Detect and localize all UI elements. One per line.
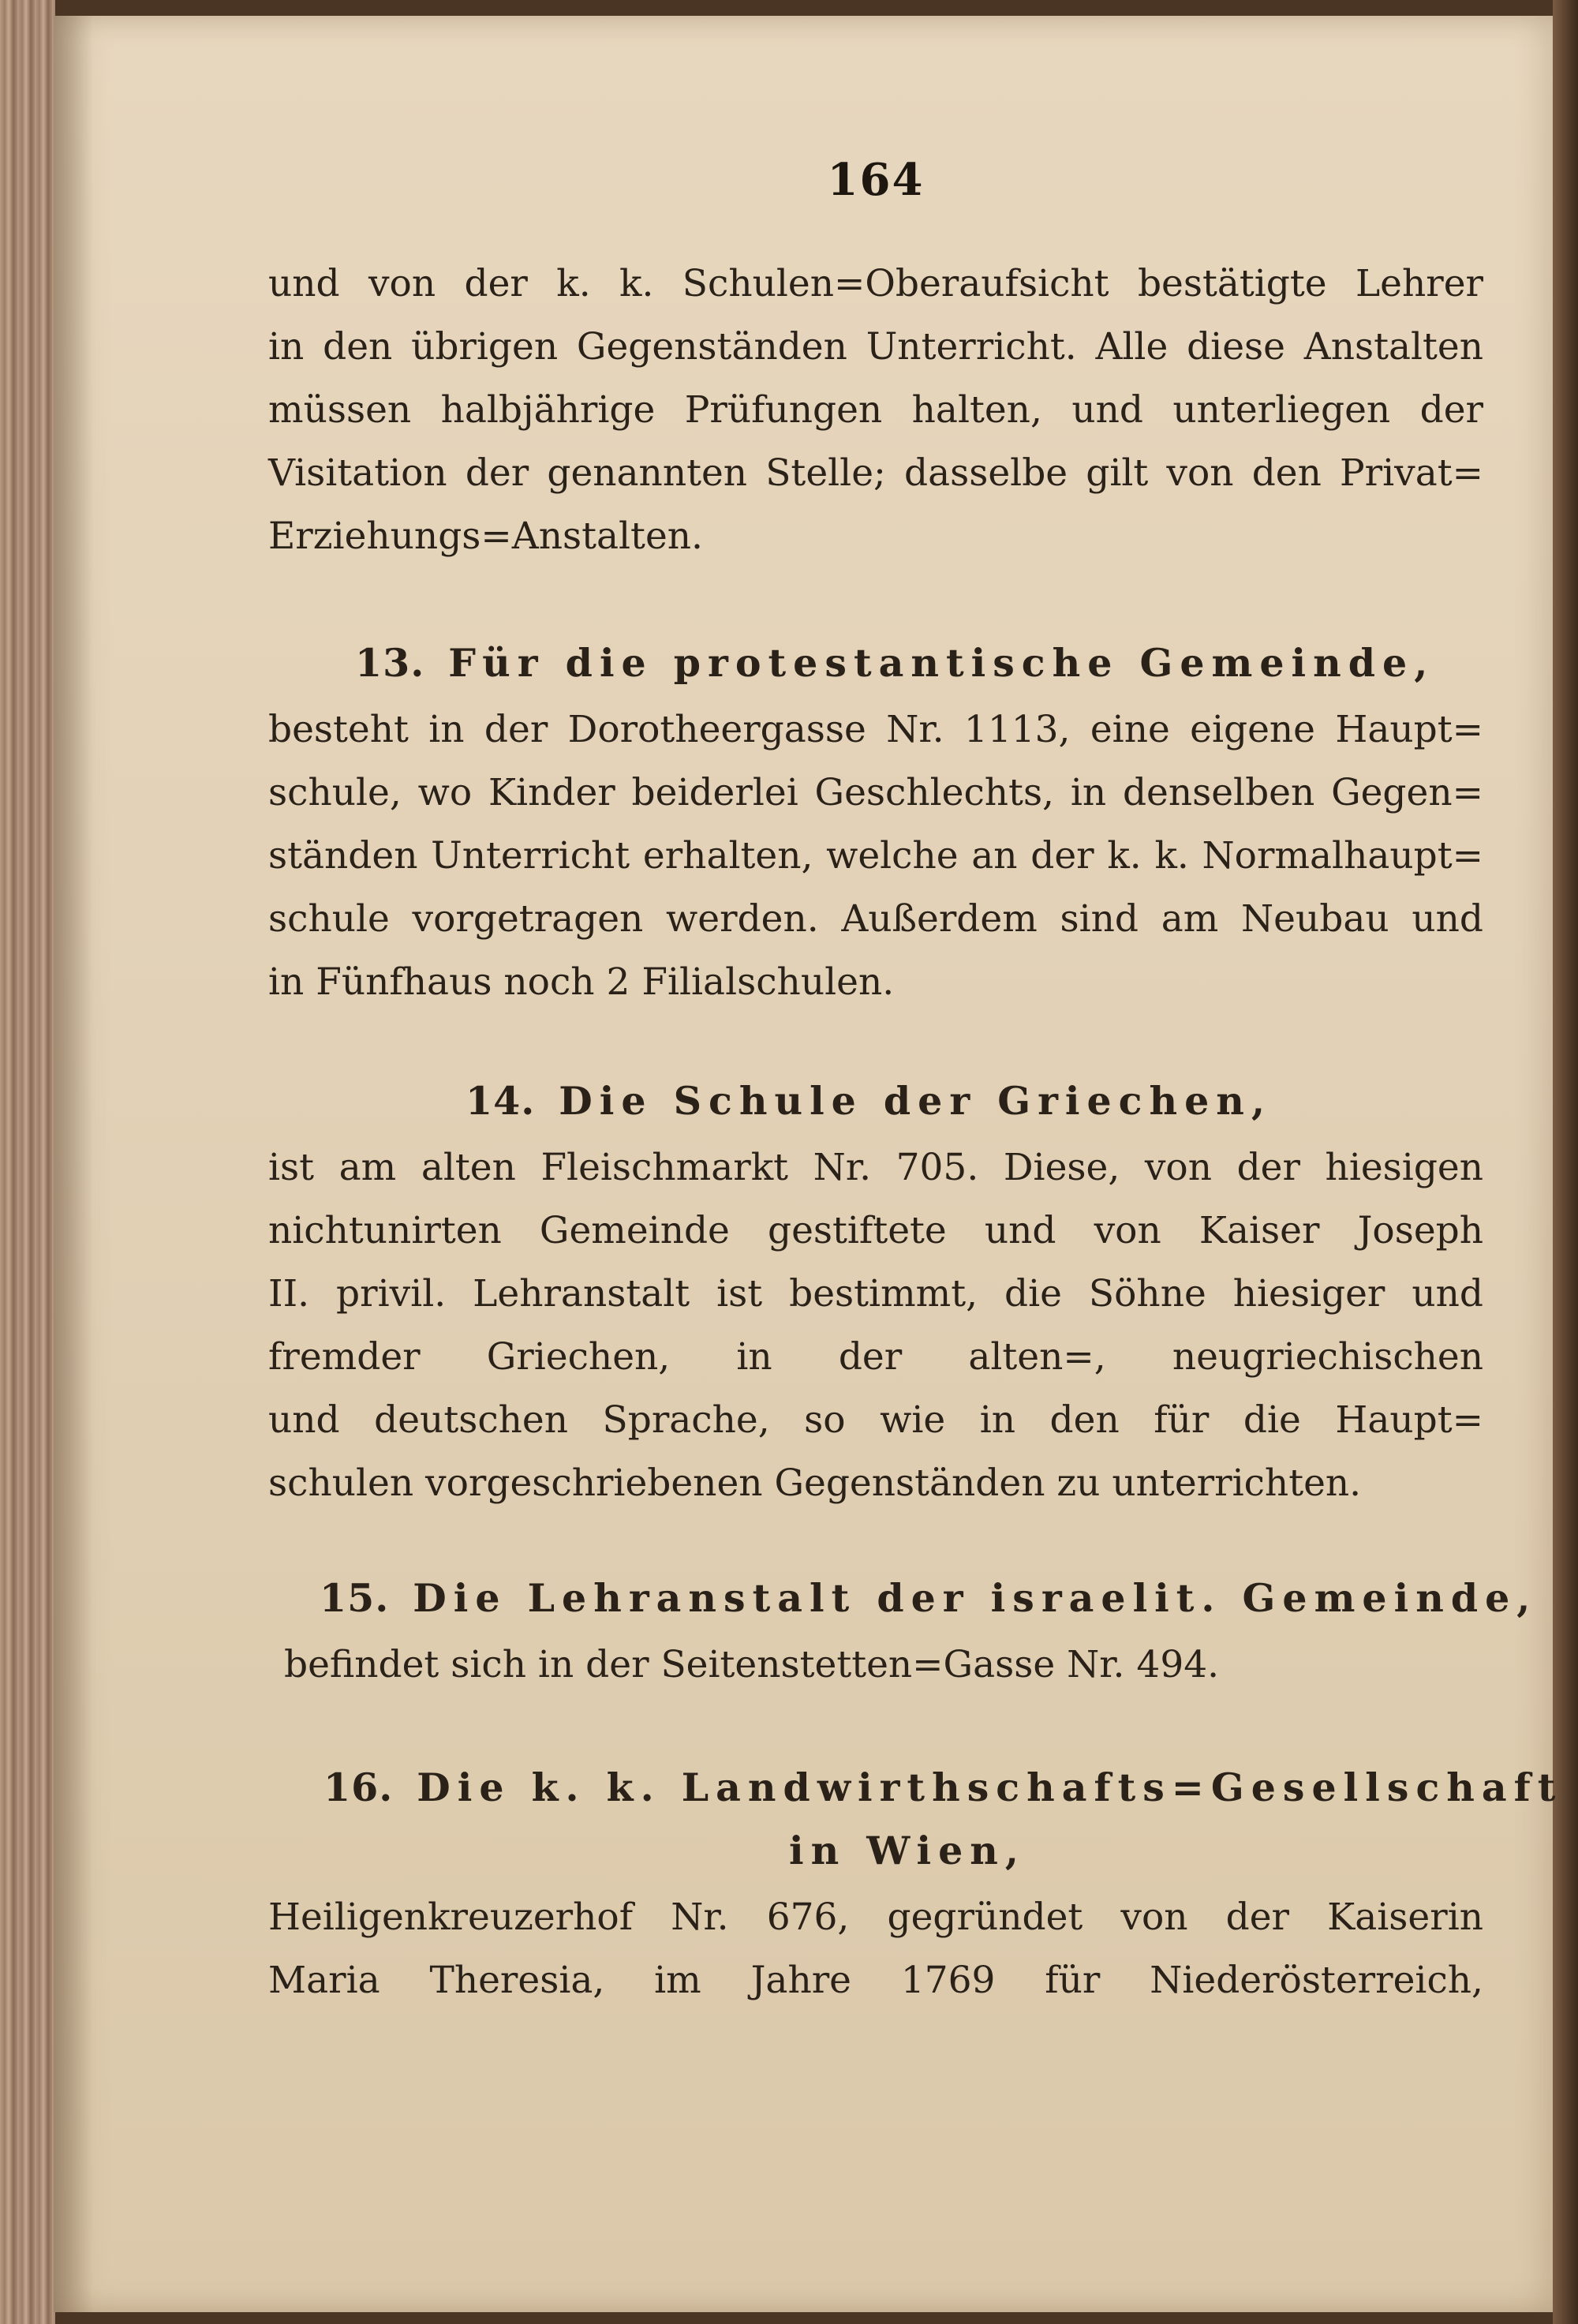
section-heading-15 [320, 1574, 1537, 1622]
right-binding-edge [1553, 0, 1578, 2324]
text-line: in den übrigen Gegenständen Unterricht. Alle diese Anstalten [268, 325, 1483, 369]
section-title: Die Schule der Griechen, [559, 1078, 1272, 1124]
text-line: und deutschen Sprache, so wie in den für die Haupt= [268, 1398, 1483, 1442]
section-number: 14. [466, 1078, 536, 1124]
section-title: Für die protestantische Gemeinde, [448, 640, 1435, 686]
section-title: Die Lehranstalt der israelit. Gemeinde, [413, 1575, 1538, 1621]
text-line: befindet sich in der Seitenstetten=Gasse Nr. 494. [284, 1643, 1220, 1686]
text-line: in Fünfhaus noch 2 Filialschulen. [268, 960, 895, 1004]
text-line: Erziehungs=Anstalten. [268, 515, 703, 558]
book-page-edges [0, 0, 55, 2324]
section-number: 16. [323, 1765, 394, 1810]
section-heading-14 [466, 1077, 1272, 1125]
text-line: II. privil. Lehranstalt ist bestimmt, die Söhne hiesiger und [268, 1272, 1483, 1315]
section-heading-16-continued: in Wien, [789, 1828, 1026, 1873]
text-line: Heiligenkreuzerhof Nr. 676, gegründet von der Kaiserin [268, 1896, 1483, 1939]
section-number: 13. [355, 640, 425, 686]
text-line: schule vorgetragen werden. Außerdem sind am Neubau und [268, 897, 1483, 941]
page-number: 164 [827, 154, 925, 206]
text-line: fremder Griechen, in der alten=, neugriechischen [268, 1335, 1483, 1379]
text-line: Maria Theresia, im Jahre 1769 für Niederösterreich, [268, 1959, 1483, 2002]
gutter-shadow [54, 16, 93, 2312]
text-line: nichtunirten Gemeinde gestiftete und von Kaiser Joseph [268, 1209, 1483, 1252]
text-line: und von der k. k. Schulen=Oberaufsicht bestätigte Lehrer [268, 262, 1483, 305]
text-line: schule, wo Kinder beiderlei Geschlechts, in denselben Gegen= [268, 771, 1483, 814]
section-title: Die k. k. Landwirthschafts=Gesellschaft [417, 1765, 1563, 1810]
section-heading-13 [355, 639, 1434, 687]
text-line: müssen halbjährige Prüfungen halten, und unterliegen der [268, 388, 1483, 432]
text-line: Visitation der genannten Stelle; dasselbe gilt von den Privat= [268, 451, 1483, 495]
text-line: ständen Unterricht erhalten, welche an der k. k. Normalhaupt= [268, 834, 1483, 878]
text-line: schulen vorgeschriebenen Gegenständen zu unterrichten. [268, 1461, 1362, 1505]
section-heading-16 [323, 1764, 1562, 1811]
text-line: besteht in der Dorotheergasse Nr. 1113, eine eigene Haupt= [268, 708, 1483, 751]
section-number: 15. [320, 1575, 390, 1621]
text-line: ist am alten Fleischmarkt Nr. 705. Diese, von der hiesigen [268, 1146, 1483, 1189]
